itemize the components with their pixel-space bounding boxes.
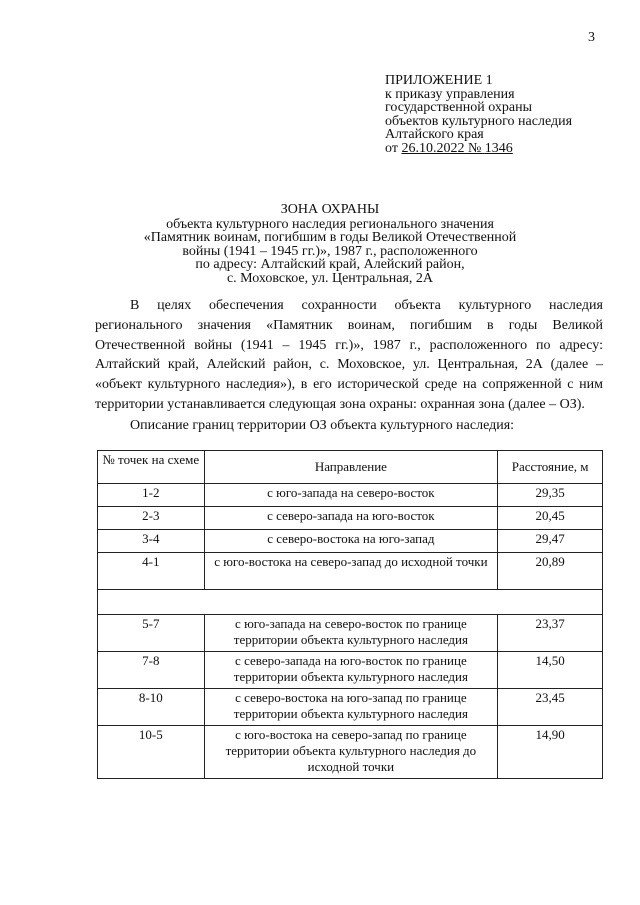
title-line: по адресу: Алтайский край, Алейский район, [195, 257, 465, 273]
cell-direction: с юго-востока на северо-запад по границе территории объекта культурного наследия до исходной точки [204, 726, 498, 779]
cell-points: 3-4 [98, 530, 205, 553]
cell-distance: 14,90 [498, 726, 603, 779]
header-distance: Расстояние, м [498, 451, 603, 484]
cell-distance: 29,47 [498, 530, 603, 553]
cell-direction: с юго-запада на северо-восток по границе территории объекта культурного наследия [204, 615, 498, 652]
cell-distance: 29,35 [498, 484, 603, 507]
cell-points: 8-10 [98, 689, 205, 726]
cell-points: 1-2 [98, 484, 205, 507]
table-row [98, 652, 603, 689]
title-line: объекта культурного наследия регионального значения [166, 216, 494, 232]
cell-distance: 20,89 [498, 553, 603, 590]
appendix-line: к приказу управления [385, 86, 515, 102]
title-main: ЗОНА ОХРАНЫ [280, 202, 380, 217]
cell-direction: с северо-востока на юго-запад [204, 530, 498, 553]
table-row [98, 726, 603, 779]
boundary-table [97, 450, 603, 779]
separator-cell [98, 590, 603, 615]
cell-direction: с северо-запада на юго-восток [204, 507, 498, 530]
table-row [98, 507, 603, 530]
cell-points: 10-5 [98, 726, 205, 779]
appendix-block [385, 74, 572, 155]
cell-points: 5-7 [98, 615, 205, 652]
table-row [98, 553, 603, 590]
table-caption: Описание границ территории ОЗ объекта культурного наследия: [130, 418, 515, 433]
table-row [98, 484, 603, 507]
body-paragraph: В целях обеспечения сохранности объекта культурного наследия регионального значения «Памятник воинам, погибшим в годы Великой Отечественной войны (1941 – 1945 гг.)», 1987 г., расположенного по адресу: Алтайский край, Алейский район, с. Моховское, ул. Центральная, 2А (далее – «объект культурного наследия»), в его исторической среде на сопряженной с ним территории устанавливается следующая зона охраны: охранная зона (далее – ОЗ). [95, 298, 603, 412]
cell-distance: 14,50 [498, 652, 603, 689]
table-header-row [98, 451, 603, 484]
appendix-line: объектов культурного наследия [385, 113, 573, 129]
document-title [120, 203, 540, 286]
cell-points: 4-1 [98, 553, 205, 590]
cell-direction: с юго-запада на северо-восток [204, 484, 498, 507]
header-points: № точек на схеме [98, 451, 205, 484]
date-prefix: от [385, 140, 402, 156]
appendix-date-line [385, 142, 572, 156]
title-line: войны (1941 – 1945 гг.)», 1987 г., расположенного [182, 243, 478, 259]
appendix-title: ПРИЛОЖЕНИЕ 1 [385, 73, 493, 88]
appendix-line: государственной охраны [385, 100, 533, 115]
cell-direction: с северо-запада на юго-восток по границе территории объекта культурного наследия [204, 652, 498, 689]
table-row [98, 530, 603, 553]
title-line: «Памятник воинам, погибшим в годы Великой Отечественной [143, 230, 517, 246]
order-number: 1346 [484, 140, 513, 156]
cell-points: 2-3 [98, 507, 205, 530]
cell-points: 7-8 [98, 652, 205, 689]
order-date: 26.10.2022 [401, 140, 465, 156]
cell-direction: с северо-востока на юго-запад по границе территории объекта культурного наследия [204, 689, 498, 726]
page-number: 3 [588, 30, 595, 45]
table-row [98, 689, 603, 726]
cell-distance: 23,45 [498, 689, 603, 726]
table-row [98, 615, 603, 652]
cell-direction: с юго-востока на северо-запад до исходной точки [204, 553, 498, 590]
table-separator-row [98, 590, 603, 615]
cell-distance: 20,45 [498, 507, 603, 530]
appendix-line: Алтайского края [385, 127, 484, 142]
title-line: с. Моховское, ул. Центральная, 2А [226, 270, 434, 286]
cell-distance: 23,37 [498, 615, 603, 652]
header-direction: Направление [204, 451, 498, 484]
number-sign: № [464, 140, 485, 156]
